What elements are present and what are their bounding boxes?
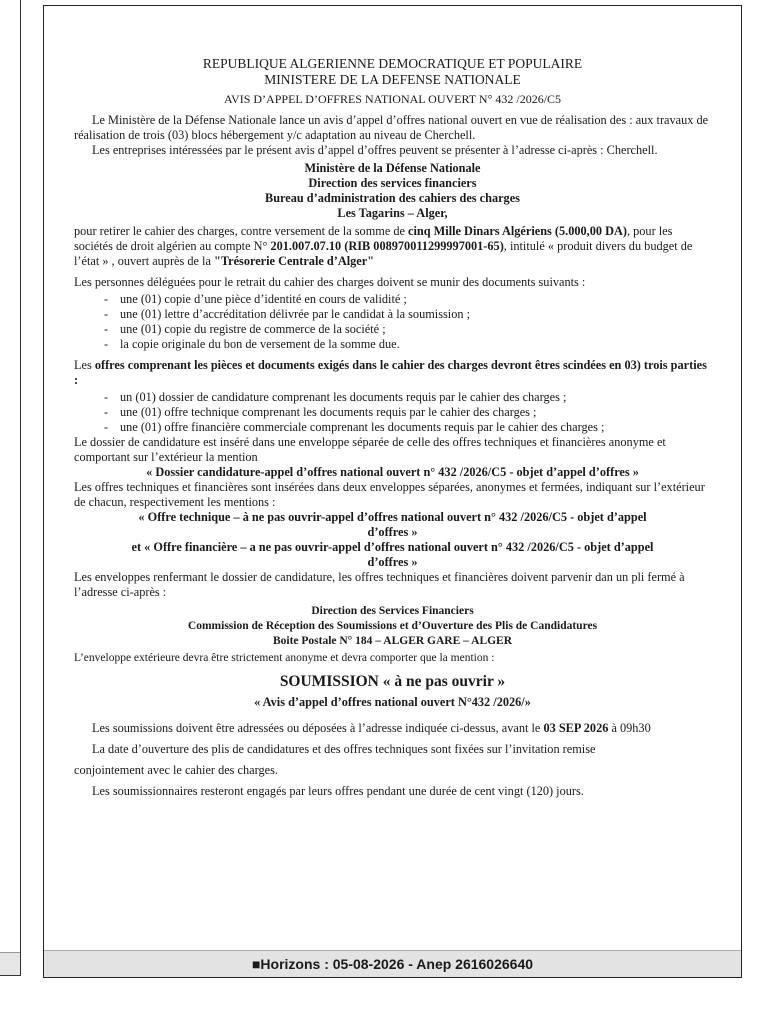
docs-intro: Les personnes déléguées pour le retrait du cahier des charges doivent se munir des documents suivants : — [74, 275, 586, 289]
envelopes-paragraph: Les enveloppes renfermant le dossier de candidature, les offres techniques et financières doivent parvenir dan un pli fermé à l’adresse ci-après : — [74, 570, 685, 599]
deadline-time: à 09h30 — [608, 721, 651, 735]
payment-amount: cinq Mille Dinars Algériens (5.000,00 DA) — [408, 224, 627, 238]
intro-address: Les entreprises intéressées par le présent avis d’appel d’offres peuvent se présenter à l’adresse ci-après : Cherchell. — [92, 143, 658, 157]
offers-text-a: Les — [74, 358, 95, 372]
payment-text-c: , pour les sociétés de droit algérien au compte N° — [74, 224, 673, 253]
list-item: - la copie originale du bon de versement de la somme due. — [104, 337, 711, 352]
list-item: - une (01) offre technique comprenant les documents requis par le cahier des charges ; — [104, 405, 711, 420]
list-item: - une (01) offre financière commerciale comprenant les documents requis par le cahier des charges ; — [104, 420, 711, 435]
intro-paragraph: Le Ministère de la Défense Nationale lance un avis d’appel d’offres national ouvert en vue de réalisation des : aux travaux de réalisation de trois (03) blocs hébergement y/c adaptation au niveau de Cherchell. — [74, 113, 709, 142]
address2-line1: Direction des Services Financiers — [311, 605, 474, 617]
opening-paragraph-cont: conjointement avec le cahier des charges. — [74, 763, 278, 777]
payment-text-a: pour retirer le cahier des charges, contre versement de la somme de — [74, 224, 409, 238]
mention-technique-b: d’offres » — [367, 525, 418, 539]
dossier-paragraph: Le dossier de candidature est inséré dans une enveloppe séparée de celle des offres techniques et financières anonyme et comportant sur l’extérieur la mention — [74, 435, 666, 464]
mention-financiere-b: d’offres » — [367, 555, 418, 569]
separate-envelopes: Les offres techniques et financières sont insérées dans deux enveloppes séparées, anonymes et fermées, indiquant sur l’extérieur de chacun, respectivement les mentions : — [74, 480, 705, 509]
address1-line4: Les Tagarins – Alger, — [337, 206, 448, 220]
outer-envelope-note: L’enveloppe extérieure devra être strictement anonyme et devra comporter que la mention : — [74, 652, 495, 664]
docs-list — [74, 292, 711, 352]
payment-paragraph — [74, 224, 711, 269]
deadline-paragraph — [74, 718, 711, 739]
soumission-title: SOUMISSION « à ne pas ouvrir » — [279, 673, 506, 690]
address1-line3: Bureau d’administration des cahiers des charges — [265, 191, 520, 205]
offers-intro — [74, 358, 711, 388]
offers-list — [74, 390, 711, 435]
offers-text-b: offres comprenant les pièces et documents exigés dans le cahier des charges devront êtres scindées en 03) trois parties : — [74, 358, 707, 387]
list-item: - une (01) lettre d’accréditation délivrée par le candidat à la soumission ; — [104, 307, 711, 322]
adjacent-column-edge — [0, 0, 21, 976]
address1-line2: Direction des services financiers — [308, 176, 477, 190]
payment-treasury: "Trésorerie Centrale d’Alger" — [214, 254, 375, 268]
adjacent-footer-bar — [0, 952, 20, 975]
tender-notice — [43, 5, 742, 978]
ministry-heading: MINISTERE DE LA DEFENSE NATIONALE — [264, 72, 521, 87]
address2-line3: Boite Postale N° 184 – ALGER GARE – ALGER — [272, 635, 513, 647]
list-item: - une (01) copie du registre de commerce de la société ; — [104, 322, 711, 337]
validity-paragraph: Les soumissionnaires resteront engagés par leurs offres pendant une durée de cent vingt (120) jours. — [92, 784, 584, 798]
footer-source: ■Horizons : 05-08-2026 - Anep 2616026640 — [44, 950, 741, 977]
mention-dossier: « Dossier candidature-appel d’offres national ouvert n° 432 /2026/C5 - objet d’appel d’offres » — [146, 465, 639, 479]
payment-account: 201.007.07.10 (RIB 008970011299997001-65) — [270, 239, 504, 253]
address1-line1: Ministère de la Défense Nationale — [304, 161, 481, 175]
republic-heading: REPUBLIQUE ALGERIENNE DEMOCRATIQUE ET POPULAIRE — [202, 56, 583, 71]
mention-financiere-a: et « Offre financière – a ne pas ouvrir-appel d’offres national ouvert n° 432 /2026/C5 - objet d’appel — [131, 540, 654, 554]
soumission-subtitle: « Avis d’appel d’offres national ouvert N°432 /2026/» — [254, 695, 531, 709]
deadline-date: 03 SEP 2026 — [543, 721, 609, 735]
notice-number: AVIS D’APPEL D’OFFRES NATIONAL OUVERT N° 432 /2026/C5 — [223, 92, 562, 106]
closing-block — [74, 718, 711, 802]
opening-paragraph: La date d’ouverture des plis de candidatures et des offres techniques sont fixées sur l’invitation remise — [92, 742, 596, 756]
list-item: - une (01) copie d’une pièce d’identité en cours de validité ; — [104, 292, 711, 307]
notice-body — [74, 56, 711, 802]
deadline-text: Les soumissions doivent être adressées ou déposées à l’adresse indiquée ci-dessus, avant le — [92, 721, 544, 735]
list-item: - un (01) dossier de candidature comprenant les documents requis par le cahier des charges ; — [104, 390, 711, 405]
mention-technique-a: « Offre technique – à ne pas ouvrir-appel d’offres national ouvert n° 432 /2026/C5 - objet d’appel — [138, 510, 647, 524]
payment-text-e: , intitulé « produit divers du budget de l’état » , ouvert auprès de la — [74, 239, 693, 268]
address2-line2: Commission de Réception des Soumissions et d’Ouverture des Plis de Candidatures — [187, 620, 598, 632]
